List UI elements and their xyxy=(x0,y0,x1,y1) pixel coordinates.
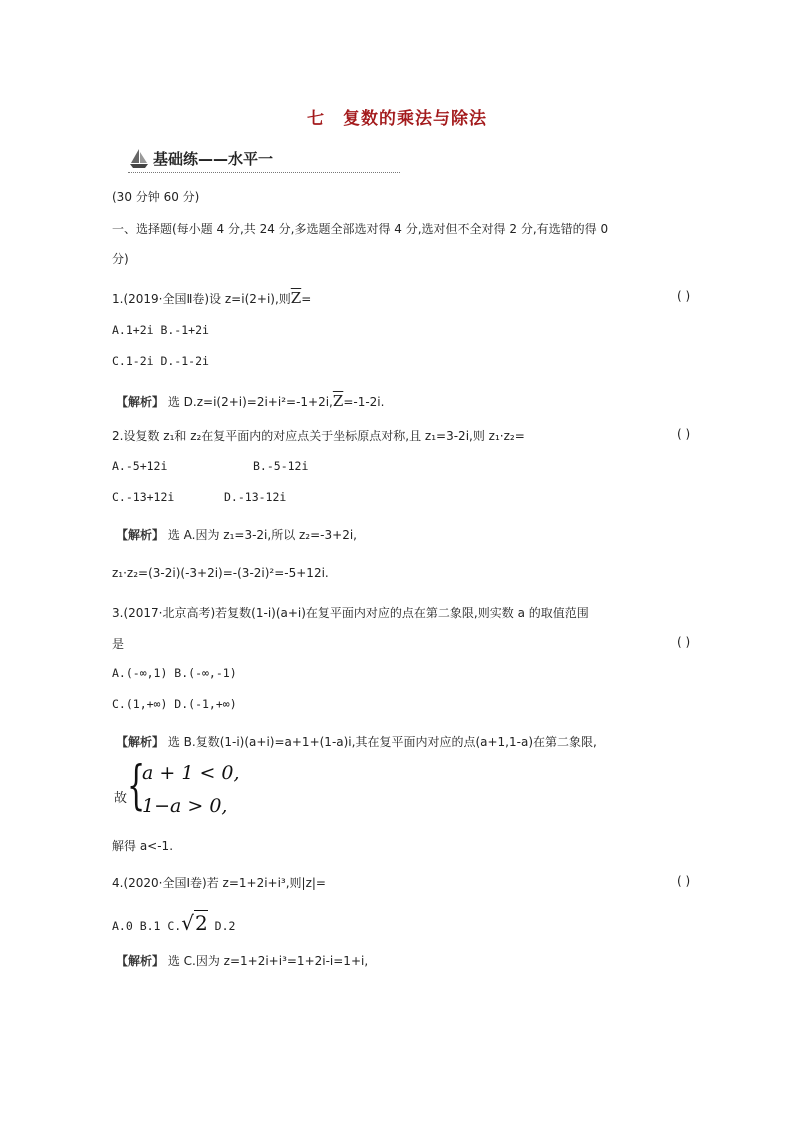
section-header xyxy=(128,147,400,173)
page-title xyxy=(0,104,794,129)
instruction-line-1: 一、选择题(每小题 4 分,共 24 分,多选题全部选对得 4 分,选对但不全对得 2 分,有选错的得 0 xyxy=(112,222,609,236)
q3-answer-paren: ( ) xyxy=(677,635,691,649)
q2-answer-paren: ( ) xyxy=(677,427,691,441)
q3-gu-label: 故 xyxy=(114,791,128,806)
q3-solution xyxy=(116,733,597,750)
q3-solution-text: 选 B.复数(1-i)(a+i)=a+1+(1-a)i,其在复平面内对应的点(a+1,1-a)在第二象限, xyxy=(167,735,597,749)
q4-solution-text: 选 C.因为 z=1+2i+i³=1+2i-i=1+i, xyxy=(167,954,369,968)
q1-zbar: $\overline{Z}$ xyxy=(290,289,302,307)
q3-stem-line-2: 是 xyxy=(112,637,125,651)
q3-inequality-2: 1−a > 0, xyxy=(142,795,228,817)
q3-options-row-1: A.(-∞,1) B.(-∞,-1) xyxy=(112,666,237,680)
q4-stem: 4.(2020·全国Ⅰ卷)若 z=1+2i+i³,则|z|= xyxy=(112,876,326,890)
sailboat-icon xyxy=(128,147,150,169)
jiexi-label: 【解析】 xyxy=(116,395,165,409)
q1-answer-paren: ( ) xyxy=(677,289,691,303)
q2-stem: 2.设复数 z₁和 z₂在复平面内的对应点关于坐标原点对称,且 z₁=3-2i,则 z₁·z₂= xyxy=(112,429,525,443)
section-label: 基础练——水平一 xyxy=(153,150,274,168)
q2-option-b: B.-5-12i xyxy=(253,459,309,473)
q3-inequality-1: a + 1 < 0, xyxy=(142,762,240,784)
q3-system-brace: { xyxy=(127,756,146,816)
q4-sqrt-radicand: 2 xyxy=(195,911,208,935)
q1-options-row-1: A.1+2i B.-1+2i xyxy=(112,323,209,337)
q1-stem-text: 1.(2019·全国Ⅱ卷)设 z=i(2+i),则 xyxy=(112,292,291,306)
q4-options-end: D.2 xyxy=(207,919,236,933)
q2-option-c: C.-13+12i xyxy=(112,490,175,504)
instruction-line-2: 分) xyxy=(112,252,129,266)
jiexi-label: 【解析】 xyxy=(116,528,165,542)
q2-option-d: D.-13-12i xyxy=(224,490,287,504)
q2-solution xyxy=(116,526,357,543)
q4-answer-paren: ( ) xyxy=(677,874,691,888)
q4-solution xyxy=(116,952,368,969)
q2-solution-text: 选 A.因为 z₁=3-2i,所以 z₂=-3+2i, xyxy=(167,528,357,542)
q4-options xyxy=(112,911,235,935)
time-limit: (30 分钟 60 分) xyxy=(112,190,200,204)
q1-solution xyxy=(116,392,384,410)
q4-sqrt: √2 xyxy=(181,911,208,935)
q1-options-row-2: C.1-2i D.-1-2i xyxy=(112,354,209,368)
title-number: 七 xyxy=(307,109,325,129)
q3-stem-line-1: 3.(2017·北京高考)若复数(1-i)(a+i)在复平面内对应的点在第二象限,则实数 a 的取值范围 xyxy=(112,606,589,620)
q2-option-a: A.-5+12i xyxy=(112,459,168,473)
q1-solution-text: 选 D.z=i(2+i)=2i+i²=-1+2i, xyxy=(167,395,333,409)
jiexi-label: 【解析】 xyxy=(116,954,165,968)
q3-options-row-2: C.(1,+∞) D.(-1,+∞) xyxy=(112,697,237,711)
q2-solution-line-2: z₁·z₂=(3-2i)(-3+2i)=-(3-2i)²=-5+12i. xyxy=(112,566,329,580)
q1-eq: = xyxy=(301,292,312,306)
q3-solution-line-2: 解得 a<-1. xyxy=(112,839,174,853)
q1-solution-end: =-1-2i. xyxy=(343,395,385,409)
dotted-divider xyxy=(128,172,400,173)
q4-options-text: A.0 B.1 C. xyxy=(112,919,182,933)
q1-solution-zbar: $\overline{Z}$ xyxy=(332,392,344,410)
jiexi-label: 【解析】 xyxy=(116,735,165,749)
q1-stem xyxy=(112,289,311,307)
title-text: 复数的乘法与除法 xyxy=(343,109,487,129)
